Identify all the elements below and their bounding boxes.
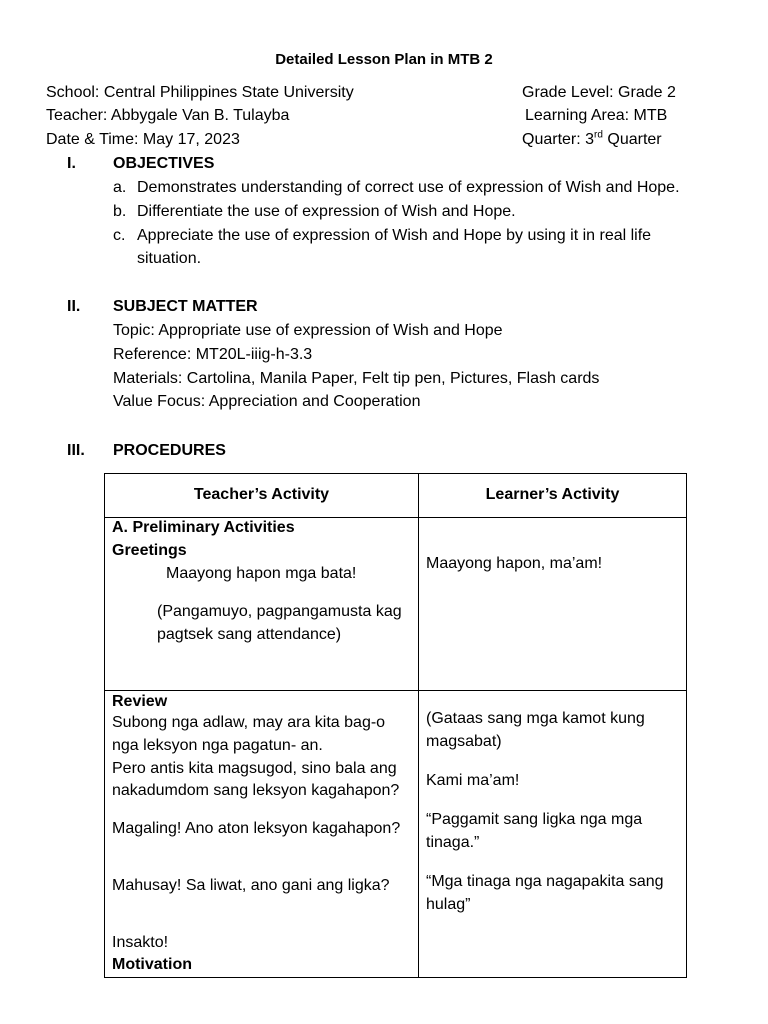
date-time-field: Date & Time: May 17, 2023 [46,131,240,148]
cell-subheading: Motivation [112,956,192,973]
objective-marker: c. [113,227,126,244]
objective-text: Appreciate the use of expression of Wish and Hope by using it in real life [137,227,652,244]
value-focus-line: Value Focus: Appreciation and Cooperation [113,393,421,410]
topic-line: Topic: Appropriate use of expression of Wish and Hope [113,322,503,339]
section-heading-subject-matter: SUBJECT MATTER [113,298,258,315]
table-header-cell-teacher [105,474,418,517]
cell-line: “Paggamit sang ligka nga mga [426,811,643,828]
cell-line: Magaling! Ano aton leksyon kagahapon? [112,820,401,837]
section-numeral: I. [67,155,76,172]
table-header-cell-learner [418,474,686,517]
table-header-teacher: Teacher’s Activity [193,486,330,503]
cell-line: (Gataas sang mga kamot kung [426,710,645,727]
table-header-learner: Learner’s Activity [485,486,620,503]
table-cell-learner [418,690,686,977]
quarter-ordinal-suffix: rd [594,129,603,141]
section-numeral: III. [67,442,85,459]
quarter-prefix: Quarter: 3 [522,131,595,148]
section-heading-procedures: PROCEDURES [113,442,226,459]
school-field: School: Central Philippines State University [46,84,354,101]
objective-text: Demonstrates understanding of correct use of expression of Wish and Hope. [137,179,680,196]
cell-line: Mahusay! Sa liwat, ano gani ang ligka? [112,877,390,894]
materials-line: Materials: Cartolina, Manila Paper, Felt tip pen, Pictures, Flash cards [113,370,600,387]
cell-subheading: A. Preliminary Activities [112,519,295,536]
cell-subheading: Review [112,693,168,710]
cell-line: nga leksyon nga pagatun- an. [112,737,323,754]
section-numeral: II. [67,298,81,315]
cell-line: Subong nga adlaw, may ara kita bag-o [112,714,386,731]
procedures-table [104,473,687,978]
quarter-suffix: Quarter [602,131,662,148]
cell-subheading: Greetings [112,542,187,559]
table-cell-learner [418,517,686,690]
cell-line: “Mga tinaga nga nagapakita sang [426,873,664,890]
learning-area-field: Learning Area: MTB [525,107,668,124]
cell-line: Pero antis kita magsugod, sino bala ang [112,760,397,777]
cell-line: Maayong hapon, ma’am! [426,555,603,572]
quarter-field [522,130,662,150]
reference-line: Reference: MT20L-iiig-h-3.3 [113,346,313,363]
objective-marker: b. [113,203,127,220]
table-cell-teacher [105,517,418,690]
cell-line: (Pangamuyo, pagpangamusta kag [157,603,402,620]
table-cell-teacher [105,690,418,977]
objective-text: Differentiate the use of expression of Wish and Hope. [137,203,516,220]
grade-level-field: Grade Level: Grade 2 [522,84,676,101]
objective-text-continued: situation. [137,250,202,267]
cell-line: Insakto! [112,934,169,951]
cell-line: Maayong hapon mga bata! [166,565,357,582]
cell-line: nakadumdom sang leksyon kagahapon? [112,782,400,799]
section-heading-objectives: OBJECTIVES [113,155,215,172]
cell-line: pagtsek sang attendance) [157,626,342,643]
cell-line: hulag” [426,896,471,913]
cell-line: tinaga.” [426,834,480,851]
cell-line: Kami ma’am! [426,772,520,789]
objective-marker: a. [113,179,127,196]
teacher-field: Teacher: Abbygale Van B. Tulayba [46,107,290,124]
cell-line: magsabat) [426,733,502,750]
document-title: Detailed Lesson Plan in MTB 2 [275,51,493,68]
